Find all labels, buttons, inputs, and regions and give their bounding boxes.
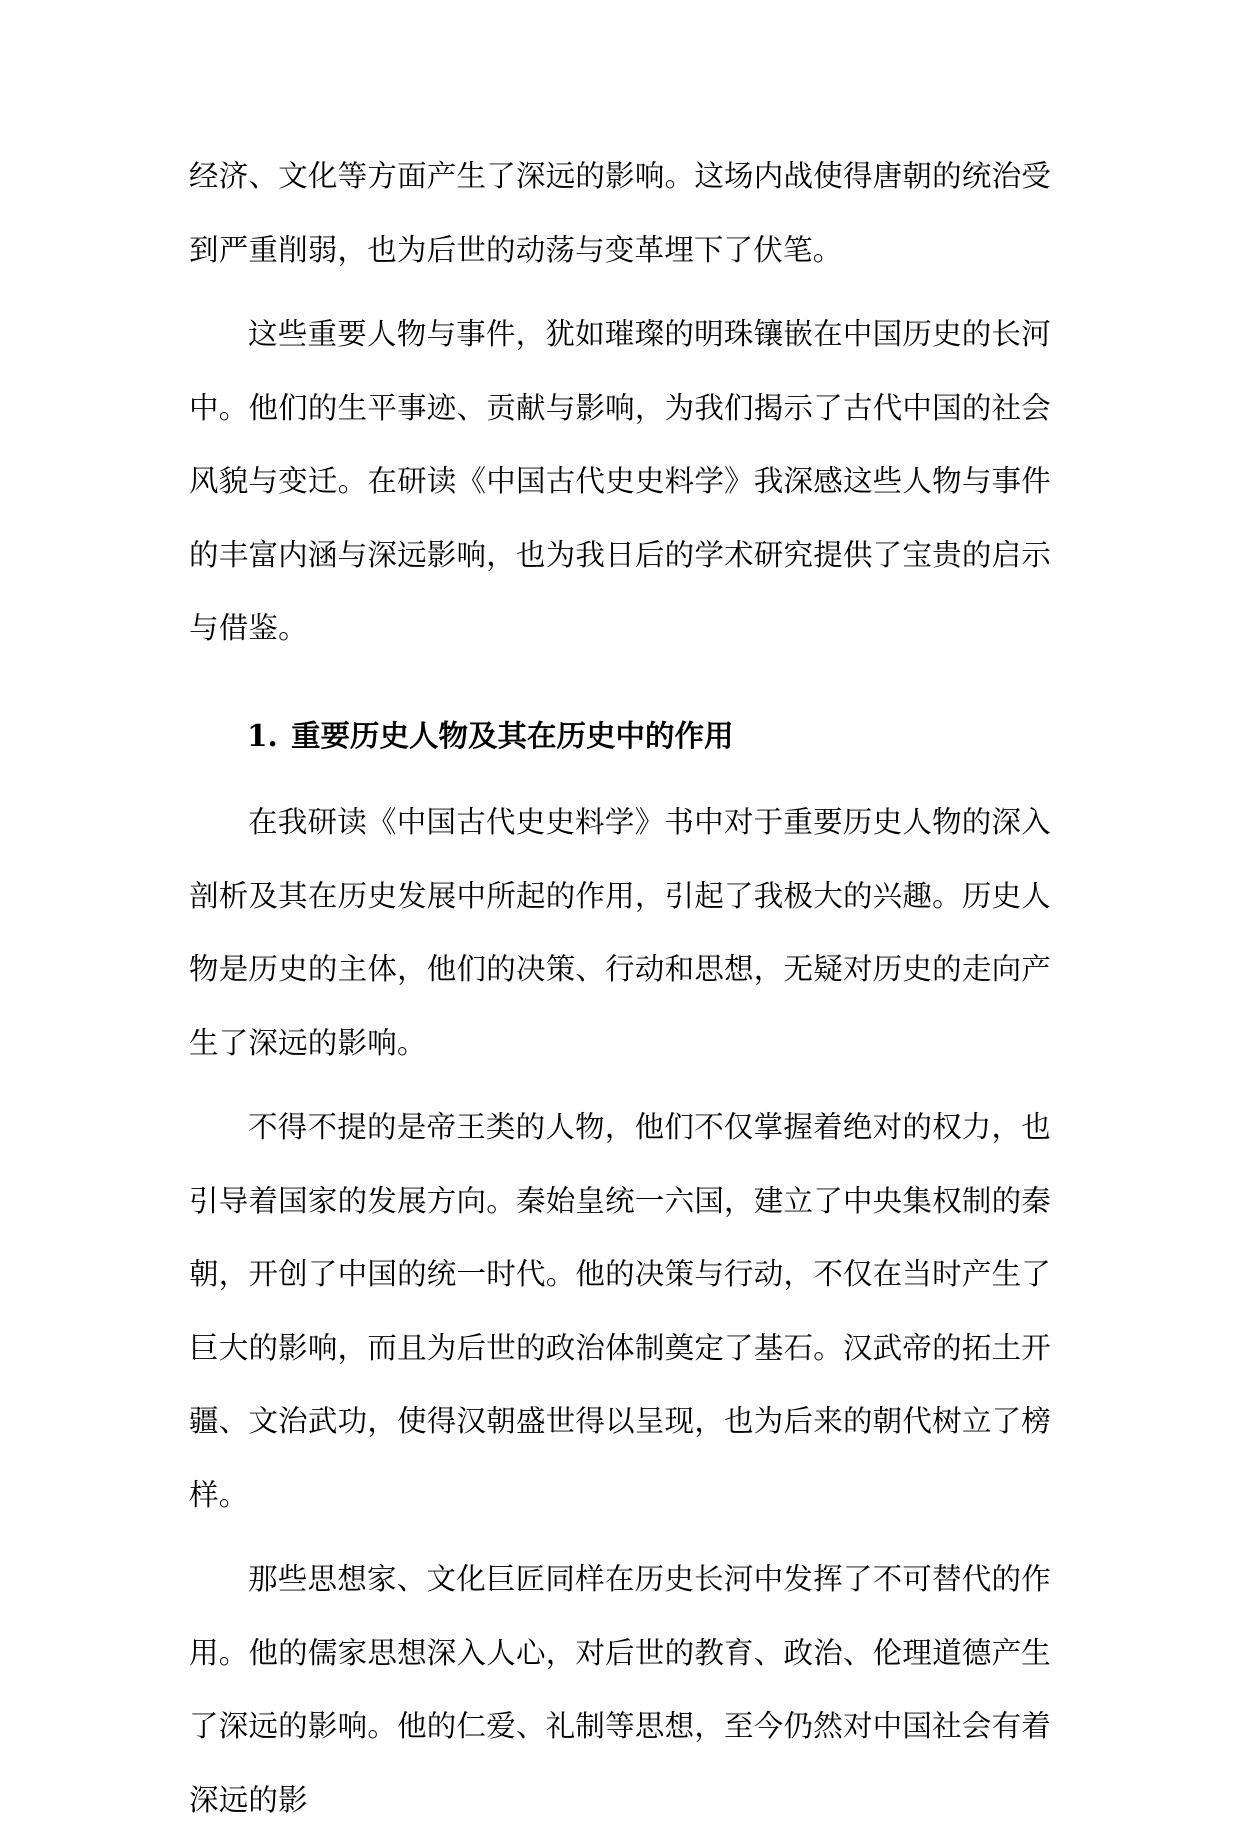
paragraph-continuation: 经济、文化等方面产生了深远的影响。这场内战使得唐朝的统治受到严重削弱，也为后世的动荡与变革埋下了伏笔。 <box>189 159 1051 267</box>
paragraph-thinkers: 那些思想家、文化巨匠同样在历史长河中发挥了不可替代的作用。他的儒家思想深入人心，对后世的教育、政治、伦理道德产生了深远的影响。他的仁爱、礼制等思想，至今仍然对中国社会有着深远的影 <box>189 1562 1051 1817</box>
paragraph-figures-events: 这些重要人物与事件，犹如璀璨的明珠镶嵌在中国历史的长河中。他们的生平事迹、贡献与影响，为我们揭示了古代中国的社会风貌与变迁。在研读《中国古代史史料学》我深感这些人物与事件的丰富内涵与深远影响，也为我日后的学术研究提供了宝贵的启示与借鉴。 <box>189 317 1051 645</box>
paragraph-emperors: 不得不提的是帝王类的人物，他们不仅掌握着绝对的权力，也引导着国家的发展方向。秦始皇统一六国，建立了中央集权制的秦朝，开创了中国的统一时代。他的决策与行动，不仅在当时产生了巨大的影响，而且为后世的政治体制奠定了基石。汉武帝的拓土开疆、文治武功，使得汉朝盛世得以呈现，也为后来的朝代树立了榜样。 <box>189 1110 1051 1512</box>
paragraph-intro: 在我研读《中国古代史史料学》书中对于重要历史人物的深入剖析及其在历史发展中所起的作用，引起了我极大的兴趣。历史人物是历史的主体，他们的决策、行动和思想，无疑对历史的走向产生了深远的影响。 <box>189 805 1051 1060</box>
section-title: 重要历史人物及其在历史中的作用 <box>291 717 734 753</box>
section-number: 1. <box>247 717 278 753</box>
section-heading <box>189 699 1051 773</box>
document-body <box>189 140 1051 1848</box>
